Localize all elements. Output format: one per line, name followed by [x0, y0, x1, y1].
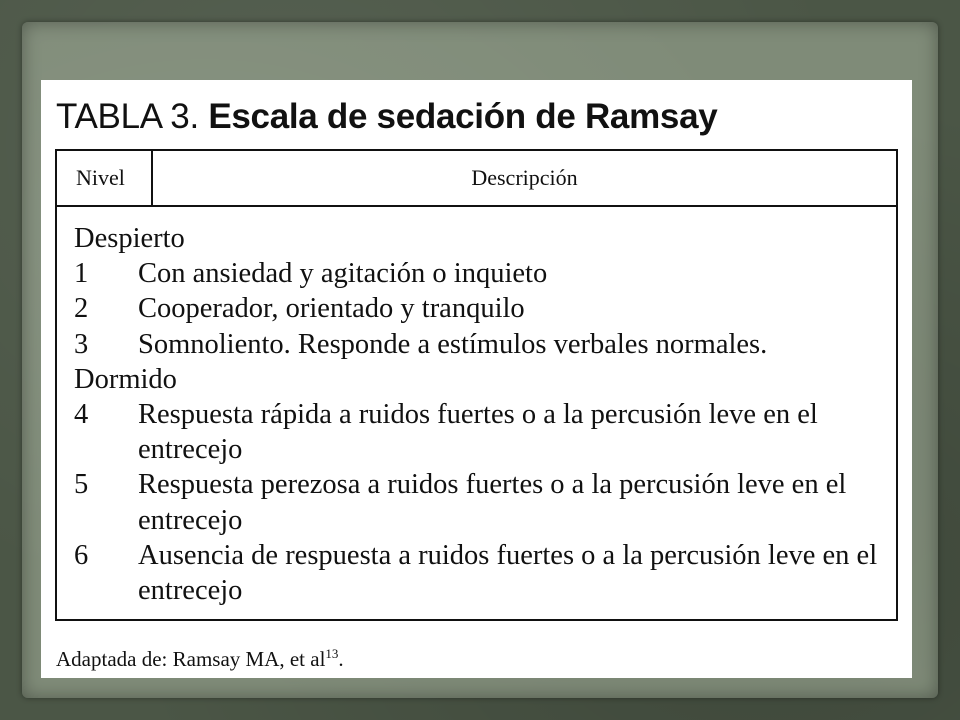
- table-row: [74, 256, 886, 291]
- level-number: 4: [74, 399, 89, 431]
- citation-superscript: 13: [325, 646, 339, 661]
- table-row: [74, 291, 886, 326]
- header-descripcion: Descripción: [471, 165, 578, 190]
- table-title-main: Escala de sedación de Ramsay: [208, 97, 718, 136]
- source-note: [56, 646, 344, 672]
- level-description: Cooperador, orientado y tranquilo: [138, 293, 525, 325]
- table-body: [74, 221, 886, 608]
- header-nivel: Nivel: [57, 151, 153, 205]
- level-description: Respuesta perezosa a ruidos fuertes o a la percusión leve en el entrecejo: [138, 469, 847, 536]
- group-dormido: [74, 362, 886, 608]
- table-header: [57, 151, 896, 207]
- group-label: Dormido: [74, 363, 177, 395]
- table-row: [74, 467, 886, 537]
- table-image: [41, 80, 912, 678]
- table-title-prefix: TABLA 3.: [56, 97, 199, 136]
- group-label: Despierto: [74, 223, 185, 254]
- level-number: 2: [74, 293, 89, 325]
- level-description: Con ansiedad y agitación o inquieto: [138, 258, 548, 290]
- level-description: Somnoliento. Responde a estímulos verbales normales.: [138, 328, 768, 360]
- group-despierto: [74, 221, 886, 362]
- table-row: [74, 538, 886, 608]
- table-row: [74, 397, 886, 467]
- level-description: Ausencia de respuesta a ruidos fuertes o a la percusión leve en el entrecejo: [138, 539, 878, 607]
- level-number: 1: [74, 258, 89, 290]
- table-row: [74, 327, 886, 362]
- level-number: 3: [74, 328, 89, 360]
- source-suffix: .: [338, 647, 344, 671]
- level-description: Respuesta rápida a ruidos fuertes o a la percusión leve en el entrecejo: [138, 399, 818, 466]
- table-title: [56, 97, 717, 137]
- ramsay-table: [55, 149, 898, 621]
- level-number: 5: [74, 469, 89, 501]
- level-number: 6: [74, 539, 89, 571]
- source-text: Adaptada de: Ramsay MA, et al: [56, 647, 326, 671]
